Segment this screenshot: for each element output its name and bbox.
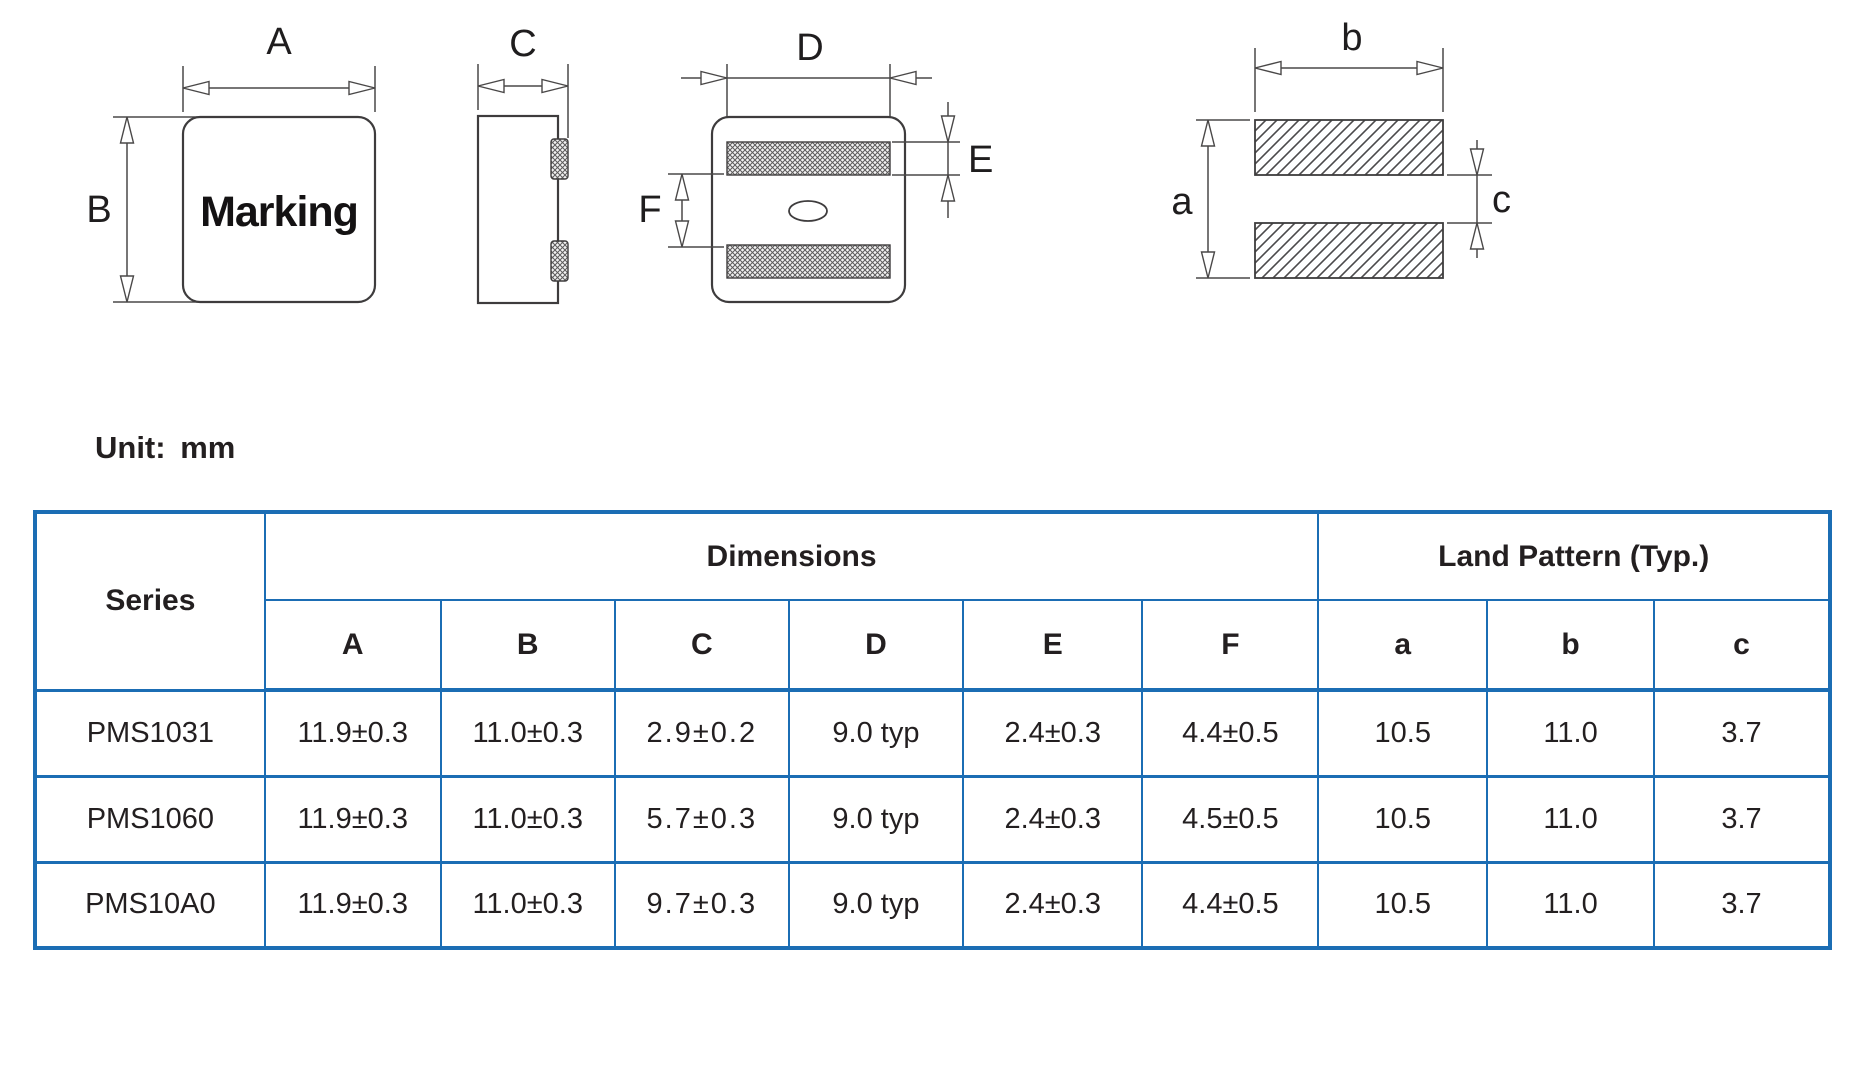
dim-label-c: c (1492, 179, 1511, 221)
dim-label-F: F (638, 189, 662, 231)
value-cell: 11.9±0.3 (265, 690, 441, 776)
value-cell: 11.0 (1487, 776, 1654, 862)
value-cell: 10.5 (1318, 690, 1487, 776)
value-cell: 11.0±0.3 (441, 776, 615, 862)
value-cell: 11.0±0.3 (441, 690, 615, 776)
side-view-drawing (478, 23, 568, 303)
value-cell: 3.7 (1654, 862, 1830, 948)
table-row (35, 862, 1830, 948)
value-cell: 3.7 (1654, 690, 1830, 776)
value-cell: 9.0 typ (789, 776, 963, 862)
dimension-drawings (0, 0, 1876, 340)
dimensions-table (33, 510, 1832, 950)
dim-label-b: b (1341, 17, 1363, 59)
dim-label-a: a (1171, 181, 1193, 223)
land-pattern-drawing (1171, 17, 1511, 278)
value-cell: 9.0 typ (789, 690, 963, 776)
value-cell: 2.9±0.2 (615, 690, 789, 776)
value-cell: 11.0 (1487, 690, 1654, 776)
series-cell: PMS1060 (35, 776, 265, 862)
col-header-b: b (1487, 600, 1654, 690)
dim-label-E: E (968, 139, 994, 181)
value-cell: 4.5±0.5 (1142, 776, 1318, 862)
top-view-drawing (86, 21, 375, 302)
value-cell: 2.4±0.3 (963, 690, 1142, 776)
col-header-A: A (265, 600, 441, 690)
col-header-F: F (1142, 600, 1318, 690)
dim-label-B: B (86, 189, 112, 231)
value-cell: 11.0 (1487, 862, 1654, 948)
marking-text: Marking (200, 188, 358, 236)
col-header-c: c (1654, 600, 1830, 690)
col-header-a: a (1318, 600, 1487, 690)
dim-label-C: C (509, 23, 537, 65)
value-cell: 11.9±0.3 (265, 862, 441, 948)
series-cell: PMS10A0 (35, 862, 265, 948)
unit-note: Unit: mm (95, 430, 236, 465)
bottom-view-drawing (638, 27, 993, 302)
value-cell: 4.4±0.5 (1142, 862, 1318, 948)
group-header-dimensions: Dimensions (265, 512, 1319, 600)
col-header-B: B (441, 600, 615, 690)
group-header-land-pattern: Land Pattern (Typ.) (1318, 512, 1830, 600)
value-cell: 10.5 (1318, 776, 1487, 862)
dim-label-A: A (266, 21, 292, 63)
value-cell: 5.7±0.3 (615, 776, 789, 862)
value-cell: 11.0±0.3 (441, 862, 615, 948)
series-cell: PMS1031 (35, 690, 265, 776)
col-header-series: Series (35, 512, 265, 690)
value-cell: 2.4±0.3 (963, 776, 1142, 862)
value-cell: 9.7±0.3 (615, 862, 789, 948)
col-header-D: D (789, 600, 963, 690)
value-cell: 9.0 typ (789, 862, 963, 948)
table-row (35, 776, 1830, 862)
value-cell: 10.5 (1318, 862, 1487, 948)
value-cell: 3.7 (1654, 776, 1830, 862)
value-cell: 4.4±0.5 (1142, 690, 1318, 776)
table-row (35, 690, 1830, 776)
dim-label-D: D (796, 27, 824, 69)
col-header-E: E (963, 600, 1142, 690)
value-cell: 11.9±0.3 (265, 776, 441, 862)
value-cell: 2.4±0.3 (963, 862, 1142, 948)
col-header-C: C (615, 600, 789, 690)
